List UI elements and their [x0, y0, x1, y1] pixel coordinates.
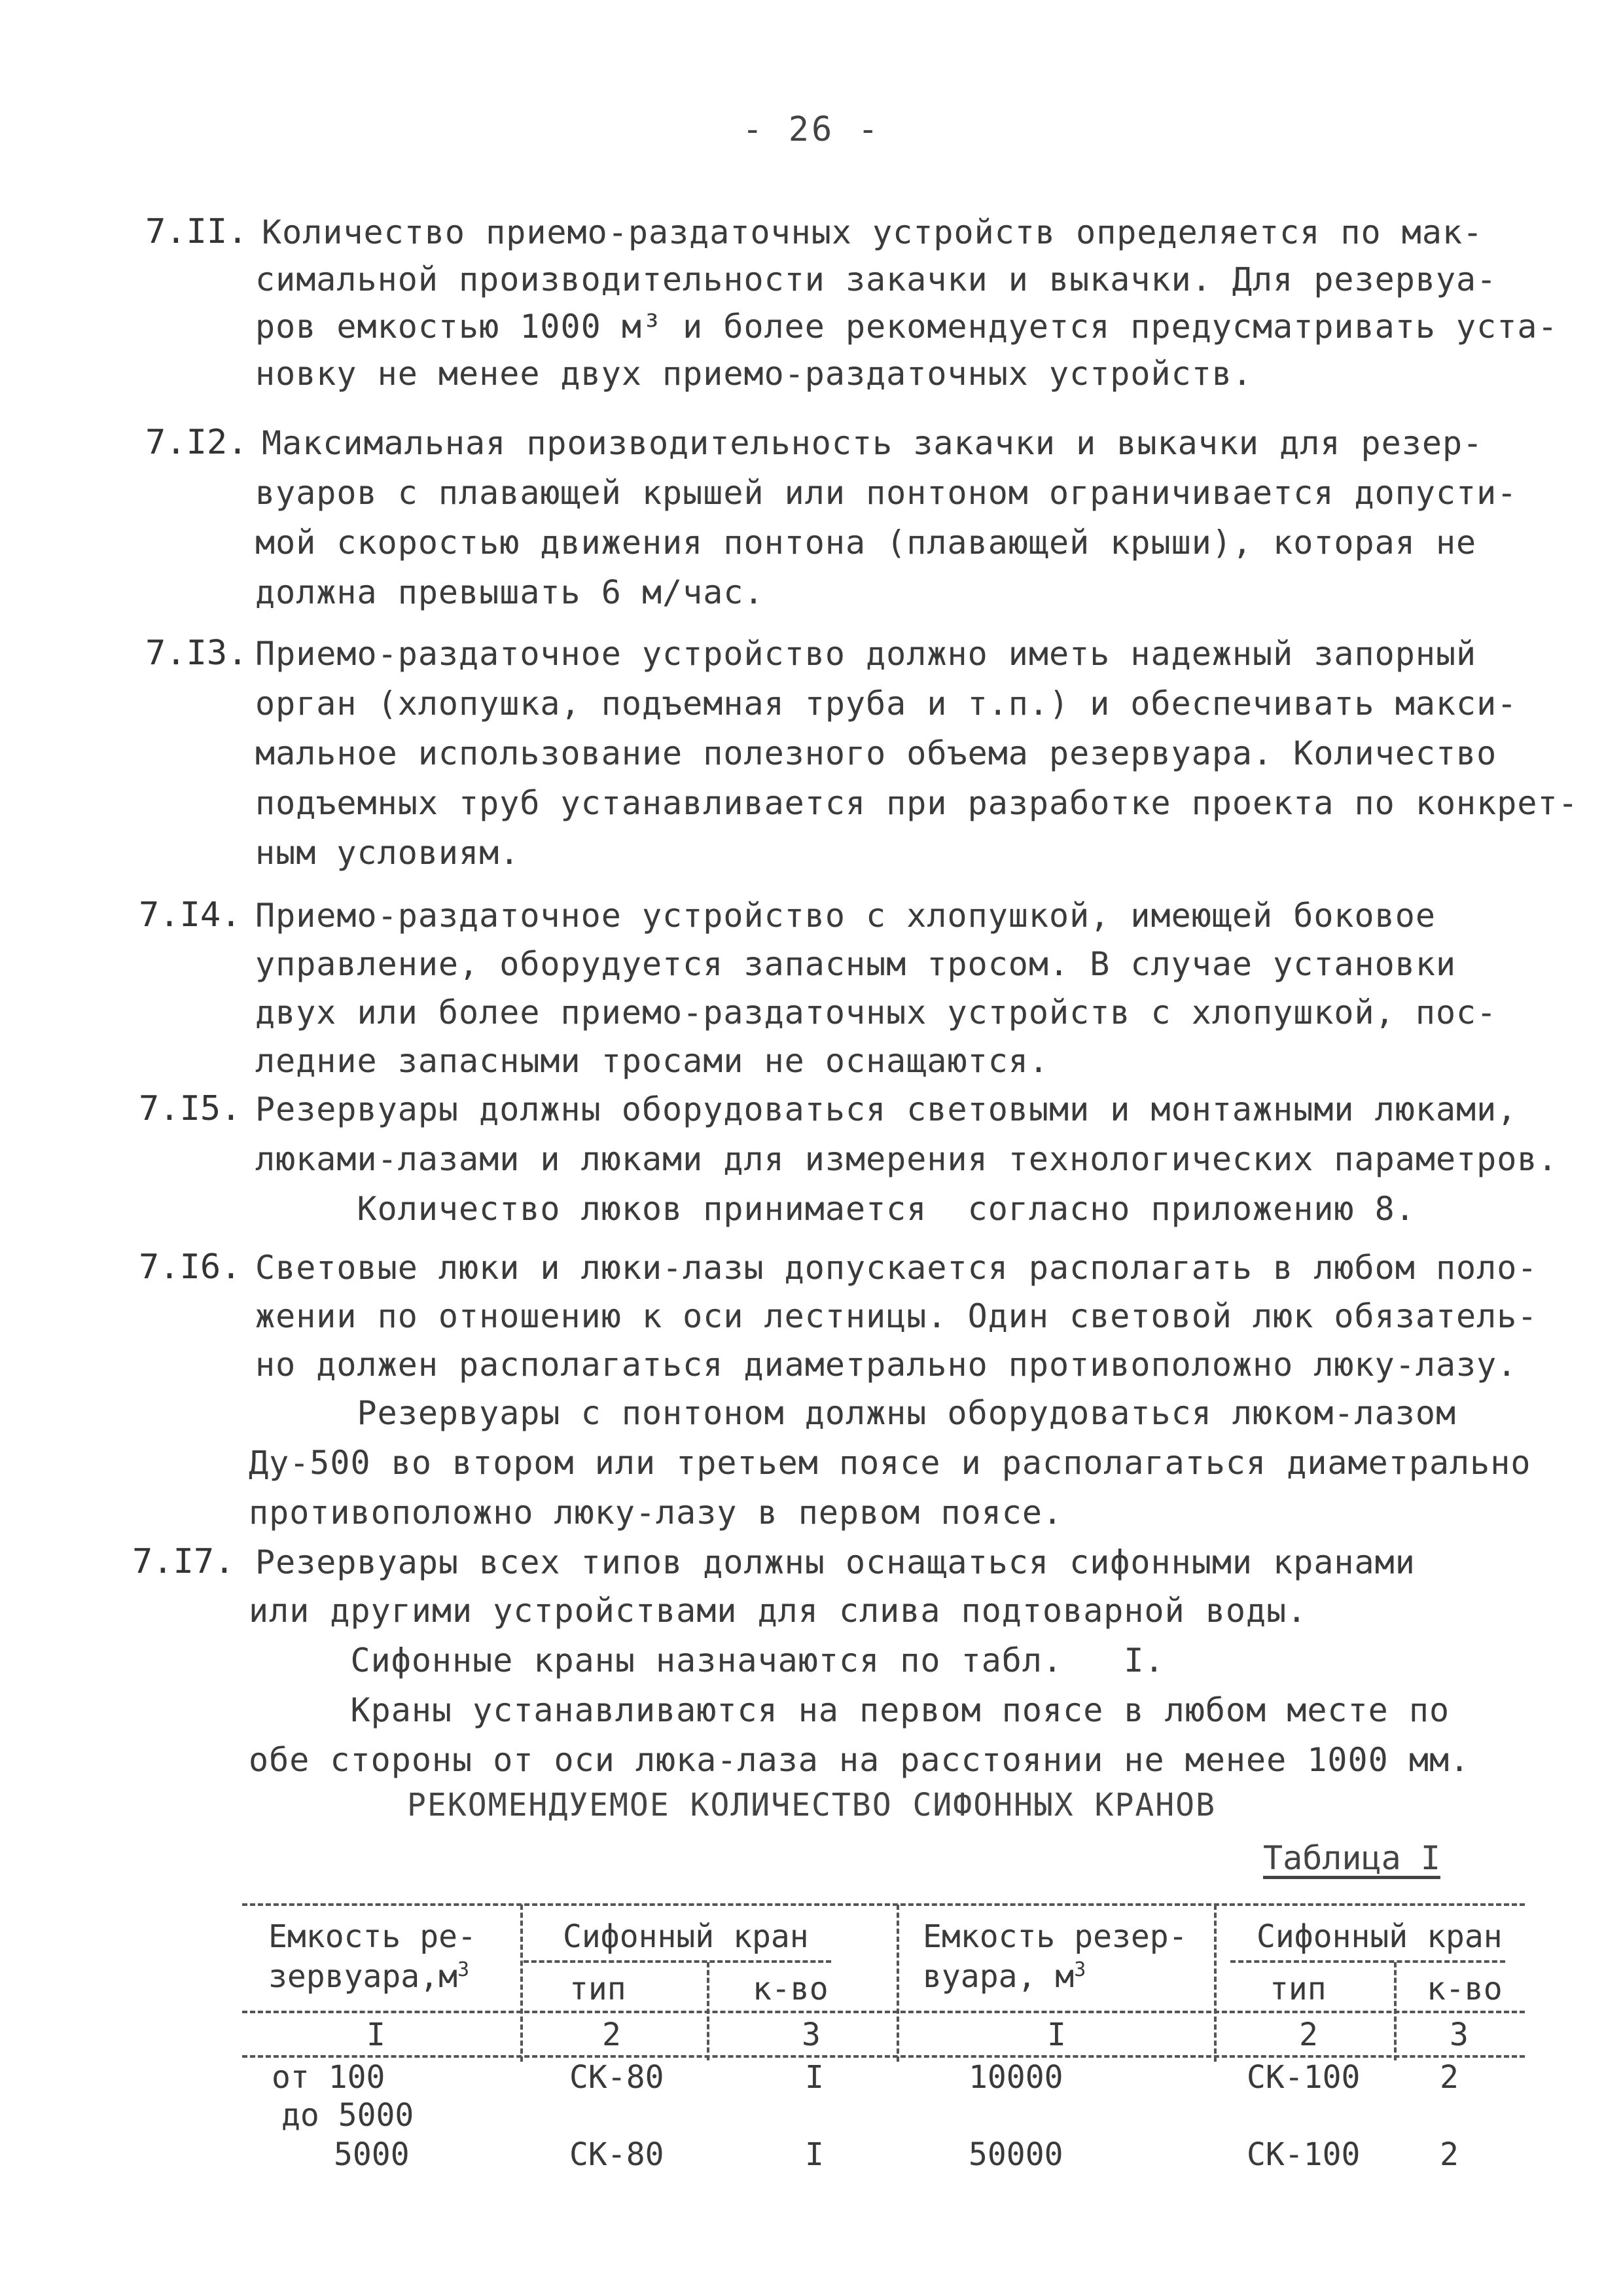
section-line: Сифонные краны назначаются по табл. I.: [249, 1641, 1165, 1679]
section-line: Резервуары с понтоном должны оборудоваться люком-лазом: [255, 1394, 1457, 1432]
header-capacity-left: Емкость ре-: [268, 1918, 476, 1955]
section-line: жении по отношению к оси лестницы. Один световой люк обязатель-: [255, 1297, 1538, 1335]
column-number: 2: [1299, 2017, 1318, 2053]
table-cell-count-left: I: [805, 2136, 824, 2173]
header-siphon-right: Сифонный кран: [1257, 1918, 1503, 1955]
header-type-right: тип: [1270, 1971, 1327, 2007]
table-cell-count-right: 2: [1440, 2059, 1459, 2096]
section-line: вуаров с плавающей крышей или понтоном ограничивается допусти-: [255, 474, 1518, 512]
section-line: Количество люков принимается согласно приложению 8.: [255, 1190, 1416, 1228]
column-number: 3: [1450, 2017, 1469, 2053]
column-number: 2: [602, 2017, 621, 2053]
section-line: Резервуары всех типов должны оснащаться сифонными кранами: [255, 1543, 1416, 1581]
table-cell-capacity-left: до 5000: [281, 2097, 414, 2134]
table-label: Таблица I: [1263, 1839, 1440, 1877]
table-cell-capacity-right: 50000: [969, 2136, 1063, 2173]
table-cell-count-right: 2: [1440, 2136, 1459, 2173]
section-number: 7.I6.: [139, 1247, 241, 1287]
section-line: подъемных труб устанавливается при разработке проекта по конкрет-: [255, 784, 1578, 822]
header-capacity-right: Емкость резер-: [923, 1918, 1188, 1955]
table-rule-subhead-right: [1230, 1960, 1505, 1963]
section-number: 7.I2.: [145, 423, 248, 462]
section-number: 7.II.: [145, 212, 248, 251]
table-cell-capacity-right: 10000: [969, 2059, 1063, 2096]
header-capacity-right-unit: вуара, $м^3$: [923, 1958, 1086, 1995]
section-line: должна превышать 6 м/час.: [255, 573, 764, 611]
section-line: противоположно люку-лазу в первом поясе.: [249, 1494, 1063, 1532]
section-line: Приемо-раздаточное устройство должно иметь надежный запорный: [255, 635, 1477, 673]
table-cell-type-right: СК-100: [1247, 2059, 1361, 2096]
page-number: - 26 -: [742, 110, 881, 149]
section-number: 7.I7.: [132, 1542, 235, 1581]
section-line: ледние запасными тросами не оснащаются.: [255, 1042, 1049, 1080]
column-number: I: [366, 2017, 385, 2053]
section-number: 7.I4.: [139, 895, 241, 935]
section-number: 7.I3.: [145, 634, 248, 673]
section-line: Максимальная производительность закачки и выкачки для резер-: [262, 424, 1484, 462]
section-line: Количество приемо-раздаточных устройств определяется по мак-: [262, 213, 1484, 251]
table-rule-subhead-left: [524, 1960, 831, 1963]
header-type-left: тип: [569, 1971, 626, 2007]
section-line: управление, оборудуется запасным тросом. В случае установки: [255, 945, 1457, 983]
section-line: Резервуары должны оборудоваться световыми и монтажными люками,: [255, 1090, 1518, 1128]
section-line: обе стороны от оси люка-лаза на расстоянии не менее 1000 мм.: [249, 1741, 1471, 1779]
section-line: новку не менее двух приемо-раздаточных устройств.: [255, 355, 1253, 393]
table-rule-top: [242, 1903, 1525, 1906]
section-line: симальной производительности закачки и выкачки. Для резервуа-: [255, 260, 1497, 298]
table-col-sep: [707, 1962, 709, 2060]
table-cell-capacity-left: от 100: [272, 2059, 385, 2096]
header-siphon-left: Сифонный кран: [563, 1918, 809, 1955]
column-number: 3: [802, 2017, 821, 2053]
table-rule-numbers: [242, 2055, 1525, 2058]
section-line: ным условиям.: [255, 834, 520, 872]
table-cell-capacity-left: 5000: [334, 2136, 410, 2173]
table-col-sep: [897, 1905, 899, 2062]
section-line: но должен располагаться диаметрально противоположно люку-лазу.: [255, 1346, 1518, 1384]
table-cell-type-left: СК-80: [569, 2059, 664, 2096]
table-col-sep: [1214, 1905, 1217, 2062]
section-line: мой скоростью движения понтона (плавающей крыши), которая не: [255, 524, 1477, 562]
section-line: Приемо-раздаточное устройство с хлопушкой, имеющей боковое: [255, 897, 1436, 935]
header-capacity-left-unit: $зервуара,м^3$: [268, 1958, 470, 1995]
header-count-left: к-во: [753, 1971, 829, 2007]
table-heading: РЕКОМЕНДУЕМОЕ КОЛИЧЕСТВО СИФОННЫХ КРАНОВ: [407, 1787, 1216, 1823]
section-line: мальное использование полезного объема резервуара. Количество: [255, 734, 1497, 772]
section-line: Световые люки и люки-лазы допускается располагать в любом поло-: [255, 1249, 1538, 1287]
section-line: или другими устройствами для слива подтоварной воды.: [249, 1592, 1308, 1630]
section-number: 7.I5.: [139, 1089, 241, 1128]
table-col-sep: [520, 1905, 523, 2062]
header-count-right: к-во: [1427, 1971, 1503, 2007]
section-line: ров емкостью 1000 м³ и более рекомендуется предусматривать уста-: [255, 308, 1558, 346]
table-rule-head: [242, 2011, 1525, 2013]
table-cell-type-right: СК-100: [1247, 2136, 1361, 2173]
section-line: Краны устанавливаются на первом поясе в любом месте по: [249, 1691, 1450, 1729]
column-number: I: [1047, 2017, 1066, 2053]
section-line: люками-лазами и люками для измерения технологических параметров.: [255, 1140, 1558, 1178]
section-line: Ду-500 во втором или третьем поясе и располагаться диаметрально: [249, 1444, 1531, 1482]
section-line: орган (хлопушка, подъемная труба и т.п.) и обеспечивать макси-: [255, 685, 1518, 723]
section-line: двух или более приемо-раздаточных устройств с хлопушкой, пос-: [255, 994, 1497, 1031]
table-cell-count-left: I: [805, 2059, 824, 2096]
table-col-sep: [1394, 1962, 1397, 2060]
table-cell-type-left: СК-80: [569, 2136, 664, 2173]
